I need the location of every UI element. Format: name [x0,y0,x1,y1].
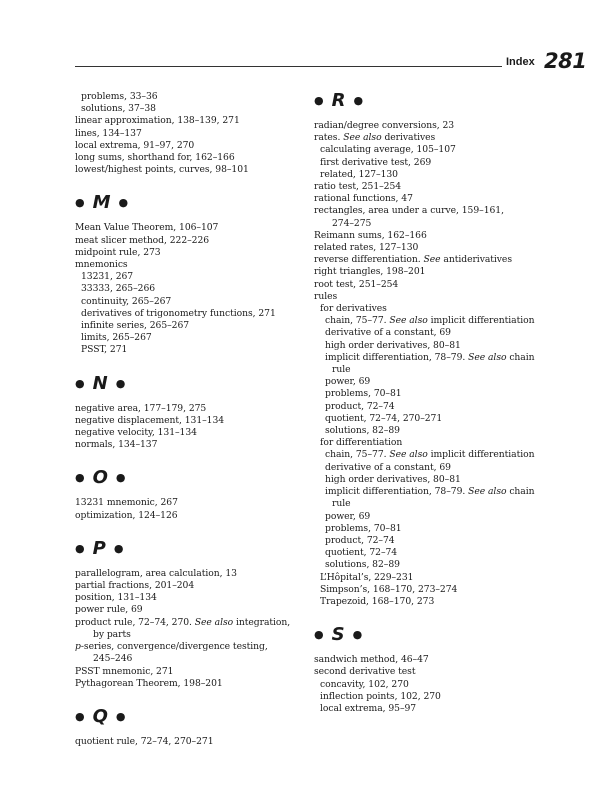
index-text: solutions, 82–89 [325,559,400,571]
index-subentry [314,584,542,596]
index-text: power, 69 [325,510,371,522]
index-text: Pythagorean Theorem, 198–201 [75,677,223,689]
index-entry [75,164,297,176]
section-heading-r [314,91,542,111]
section-heading-s [314,625,542,645]
index-text: problems, 70–81 [325,388,402,400]
index-text: solutions, 37–38 [81,103,156,115]
index-subentry [75,320,297,332]
section-letter: N [92,372,109,394]
index-column-right [314,91,542,715]
index-text: PSST mnemonic, 271 [75,665,174,677]
index-text: derivatives of trigonometry functions, 271 [81,307,276,319]
index-subentry [314,315,542,327]
index-entry [75,666,297,678]
index-subentry [314,572,542,584]
index-text: Simpson’s, 168–170, 273–274 [320,583,458,595]
bullet-icon: ● [113,541,125,555]
index-subentry [314,327,542,339]
index-entry [75,568,297,580]
index-subentry [314,547,542,559]
index-text: Mean Value Theorem, 106–107 [75,222,219,234]
index-entry [75,592,297,604]
index-text: for derivatives [320,303,387,315]
index-text: negative velocity, 131–134 [75,427,197,439]
index-text: second derivative test [314,666,416,678]
index-cross-reference: See [423,254,441,266]
index-entry [75,736,297,748]
index-entry [314,254,542,266]
index-text: 13231 mnemonic, 267 [75,497,178,509]
index-text: long sums, shorthand for, 162–166 [75,152,235,164]
index-text: product rule, 72–74, 270. [75,616,195,628]
index-entry [75,641,297,653]
index-subentry [314,425,542,437]
index-subentry [314,413,542,425]
index-text: mnemonics [75,259,128,271]
section-letter: O [92,467,109,489]
index-entry [75,222,297,234]
index-subentry [75,271,297,283]
index-text: related rates, 127–130 [314,242,419,254]
index-subentry [314,511,542,523]
index-text: infinite series, 265–267 [81,320,190,332]
section-letter: P [92,537,107,559]
index-subentry [314,449,542,461]
index-text: derivatives [381,132,436,144]
index-text: by parts [93,628,131,640]
index-subentry [314,535,542,547]
index-cross-reference: See also [468,486,507,498]
bullet-icon: ● [115,471,127,485]
index-text: quotient, 72–74, 270–271 [325,412,443,424]
bullet-icon: ● [118,196,130,210]
index-text: related, 127–130 [320,168,398,180]
bullet-icon: ● [352,628,364,642]
index-subentry [314,144,542,156]
index-entry [314,120,542,132]
index-subentry [314,340,542,352]
index-text: rates. [314,132,344,144]
index-text: linear approximation, 138–139, 271 [75,115,240,127]
bullet-icon: ● [75,196,86,210]
index-entry [314,666,542,678]
index-text: first derivative test, 269 [320,156,432,168]
index-text: lines, 134–137 [75,127,142,139]
index-text: local extrema, 91–97, 270 [75,139,195,151]
index-subentry [314,437,542,449]
index-subentry [75,283,297,295]
bullet-icon: ● [75,471,86,485]
index-text: inflection points, 102, 270 [320,690,441,702]
index-text: rectangles, area under a curve, 159–161, [314,205,504,217]
bullet-icon: ● [353,94,365,107]
index-text: rules [314,290,338,302]
section-heading-o [75,468,297,488]
index-subentry [75,103,297,115]
running-head-label: Index [506,56,535,68]
index-entry-continuation [314,498,542,510]
page-number: 281 [544,49,587,73]
index-subentry [314,388,542,400]
header-rule [75,66,502,67]
index-entry [75,439,297,451]
index-entry [75,580,297,592]
index-entry [314,242,542,254]
index-entry [75,415,297,427]
index-subentry [314,303,542,315]
index-text: high order derivatives, 80–81 [325,473,461,485]
index-cross-reference: See also [343,132,382,144]
index-cross-reference: See also [389,315,428,327]
index-entry-continuation [314,364,542,376]
bullet-icon: ● [314,94,325,107]
index-text: antiderivatives [440,254,512,266]
index-subentry [314,157,542,169]
index-text: Trapezoid, 168–170, 273 [320,595,435,607]
index-subentry [314,691,542,703]
index-text: derivative of a constant, 69 [325,327,451,339]
bullet-icon: ● [115,376,127,390]
index-subentry [314,462,542,474]
section-letter: S [331,624,346,646]
index-text: rule [332,364,351,376]
bullet-icon: ● [75,709,86,723]
index-text: implicit differentiation [427,315,535,327]
index-entry [75,235,297,247]
index-text: -series, convergence/divergence testing, [80,641,268,653]
index-subentry [75,308,297,320]
section-heading-n [75,374,297,394]
index-entry [75,497,297,509]
index-text: optimization, 124–126 [75,509,178,521]
index-subentry [314,486,542,498]
section-letter: R [331,90,347,111]
index-text: power, 69 [325,376,371,388]
index-cross-reference: See also [389,449,428,461]
index-entry-continuation [75,653,297,665]
index-entry [75,427,297,439]
index-entry [314,230,542,242]
index-entry [314,132,542,144]
index-subentry [314,169,542,181]
index-text: problems, 70–81 [325,522,402,534]
index-entry [75,617,297,629]
index-text: chain [506,486,535,498]
index-text: implicit differentiation [427,449,535,461]
index-entry [75,259,297,271]
index-text: product, 72–74 [325,400,395,412]
index-entry-continuation [314,218,542,230]
index-text: Reimann sums, 162–166 [314,229,427,241]
index-text: high order derivatives, 80–81 [325,339,461,351]
index-text: reverse differentiation. [314,254,424,266]
index-text: rule [332,498,351,510]
index-subentry [75,296,297,308]
index-entry [75,604,297,616]
index-text: power rule, 69 [75,604,143,616]
index-subentry [75,344,297,356]
index-text: 274–275 [332,217,372,229]
index-text: lowest/highest points, curves, 98–101 [75,164,249,176]
index-entry [314,205,542,217]
index-subentry [314,596,542,608]
index-text: sandwich method, 46–47 [314,654,429,666]
index-text: L’Hôpital’s, 229–231 [320,571,414,583]
index-text: midpoint rule, 273 [75,246,161,258]
index-text: partial fractions, 201–204 [75,580,195,592]
index-text: chain, 75–77. [325,449,390,461]
index-text: negative displacement, 131–134 [75,414,225,426]
index-entry [75,115,297,127]
index-entry [75,678,297,690]
index-text: quotient rule, 72–74, 270–271 [75,735,214,747]
index-subentry [314,401,542,413]
index-text: ratio test, 251–254 [314,181,402,193]
index-entry [314,654,542,666]
index-subentry [314,679,542,691]
index-text: problems, 33–36 [81,91,158,102]
index-text: rational functions, 47 [314,193,413,205]
index-entry [314,266,542,278]
index-text: right triangles, 198–201 [314,266,426,278]
index-text: radian/degree conversions, 23 [314,120,455,131]
index-text: 33333, 265–266 [81,283,156,295]
index-entry [314,193,542,205]
index-entry [75,140,297,152]
index-entry [75,247,297,259]
index-cross-reference: See also [194,616,234,628]
index-text: continuity, 265–267 [81,295,172,307]
index-text: negative area, 177–179, 275 [75,402,207,414]
index-subentry [314,703,542,715]
index-text: local extrema, 95–97 [320,702,417,714]
index-text: concavity, 102, 270 [320,678,409,690]
index-entry [314,181,542,193]
index-text: meat slicer method, 222–226 [75,234,210,246]
section-heading-m [75,193,297,213]
index-cross-reference: p [75,641,81,653]
index-text: root test, 251–254 [314,278,399,290]
index-text: 245–246 [93,653,133,665]
index-subentry [314,474,542,486]
index-entry [75,403,297,415]
index-text: PSST, 271 [81,344,128,356]
index-subentry [314,376,542,388]
index-text: normals, 134–137 [75,439,158,451]
index-cross-reference: See also [468,351,507,363]
index-entry-continuation [75,629,297,641]
index-text: implicit differentiation, 78–79. [325,351,469,363]
section-letter: Q [92,705,109,727]
index-text: calculating average, 105–107 [320,144,456,156]
index-text: chain [506,351,535,363]
index-subentry [75,91,297,103]
index-subentry [314,559,542,571]
index-subentry [75,332,297,344]
index-text: parallelogram, area calculation, 13 [75,567,237,579]
index-text: solutions, 82–89 [325,425,400,437]
index-text: implicit differentiation, 78–79. [325,486,469,498]
index-subentry [314,352,542,364]
section-letter: M [92,192,112,214]
index-text: integration, [233,616,291,628]
bullet-icon: ● [115,709,127,723]
index-entry [314,279,542,291]
index-text: for differentiation [320,437,403,449]
index-column-left [75,91,297,748]
index-entry [75,152,297,164]
index-text: position, 131–134 [75,592,157,604]
index-text: derivative of a constant, 69 [325,461,451,473]
bullet-icon: ● [314,628,325,642]
index-entry [75,510,297,522]
index-entry [75,128,297,140]
index-text: product, 72–74 [325,534,395,546]
bullet-icon: ● [75,541,86,555]
index-text: 13231, 267 [81,271,134,283]
section-heading-p [75,539,297,559]
index-subentry [314,523,542,535]
bullet-icon: ● [75,376,86,390]
index-text: limits, 265–267 [81,332,152,344]
index-text: chain, 75–77. [325,315,390,327]
index-text: quotient, 72–74 [325,547,398,559]
index-entry [314,291,542,303]
section-heading-q [75,707,297,727]
